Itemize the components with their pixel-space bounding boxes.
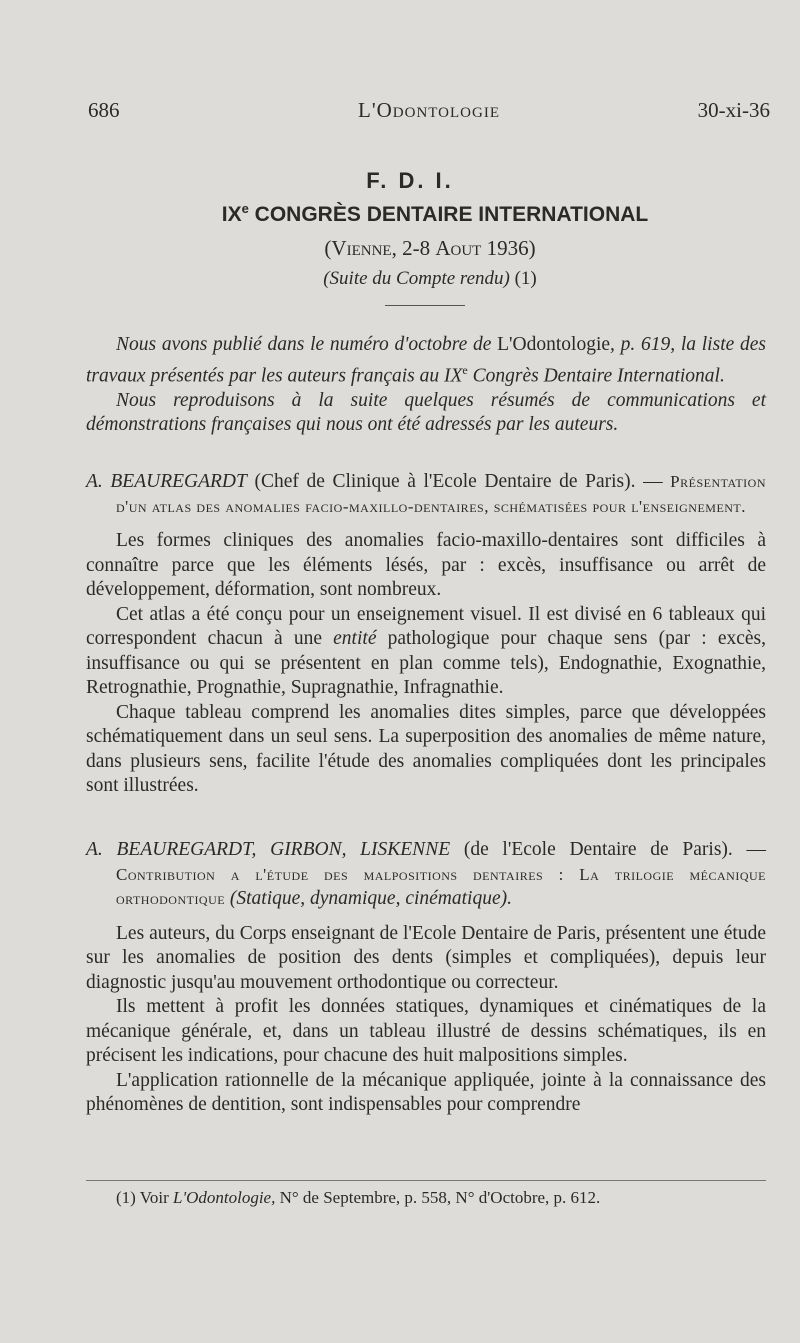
footnote-mark: (1) Voir [116, 1188, 173, 1207]
page-number: 686 [88, 98, 120, 122]
entry-1-paragraph-1: Les formes cliniques des anomalies facio-maxillo-dentaires sont difficiles à connaître parce que les éléments lésés, par : excès, insuffisance ou arrêt de développement, déformation, sont nombreux. [86, 530, 766, 600]
journal-title: L'Odontologie [358, 98, 500, 122]
entry-2-title-em: (Statique, dynamique, cinématique). [229, 888, 512, 909]
place-month: Aout [435, 236, 482, 260]
entry-1-paragraph-2 [86, 603, 766, 701]
place-city: Vienne [331, 236, 392, 260]
footnote-text: N° de Septembre, p. 558, N° d'Octobre, p. 612. [275, 1188, 601, 1207]
org-heading: F. D. I. [366, 168, 454, 193]
congress-place [100, 236, 760, 261]
congress-heading [100, 201, 770, 227]
entry-2-paragraph-3: L'application rationnelle de la mécanique appliquée, jointe à la connaissance des phénomènes de dentition, sont indispensables pour comprendre [86, 1069, 766, 1115]
entry-2-paragraph-2: Ils mettent à profit les données statiques, dynamiques et cinématiques de la mécanique générale, et, dans un tableau illustré de dessins schématiques, ils en précisent les indications, pour chacune des huit malpositions simples. [86, 996, 766, 1066]
intro-p1-d: Congrès Dentaire International. [467, 365, 725, 386]
intro-paragraph-1 [86, 333, 766, 389]
footnote-divider [86, 1180, 766, 1181]
place-dates: , 2-8 [391, 236, 436, 260]
entry-2-affiliation: (de l'Ecole Dentaire de Paris). — [450, 839, 766, 860]
entry-1-p2-a: Cet atlas a été conçu pour un enseignement visuel. Il est divisé en 6 tableaux qui correspondent chacun à une [86, 603, 766, 649]
entry-1-authors: A. BEAUREGARDT [86, 471, 247, 492]
intro-p1-sup: e [462, 362, 468, 377]
intro-p1-journal: L'Odontologie [497, 334, 611, 355]
entry-1-paragraph-3: Chaque tableau comprend les anomalies dites simples, parce que développées schématiquement dans un seul sens. La superposition des anomalies de même nature, dans plusieurs sens, facilite l'étude des anomalies compliquées dont les principales sont illustrées. [86, 701, 766, 796]
footnote [86, 1188, 766, 1208]
suite-text: (Suite du Compte rendu) [323, 268, 510, 289]
place-year: 1936) [481, 236, 536, 260]
intro-p1-a: Nous avons publié dans le numéro d'octobre de [116, 334, 498, 355]
entry-1-p2-em: entité [333, 628, 377, 649]
suite-line [100, 268, 760, 290]
entry-2-authors: A. BEAUREGARDT, GIRBON, LISKENNE [86, 839, 451, 860]
intro-p2-text: Nous reproduisons à la suite quelques résumés de communications et démonstrations françaises qui nous ont été adressés par les auteurs. [86, 389, 766, 435]
congress-number: IX [221, 203, 242, 226]
congress-sup: e [241, 201, 249, 216]
congress-title: CONGRÈS DENTAIRE INTERNATIONAL [248, 203, 649, 226]
entry-1-title: Présentation d'un atlas des anomalies facio-maxillo-dentaires, schématisées pour l'enseignement. [116, 472, 766, 516]
place-paren: ( [324, 236, 332, 260]
running-head [88, 98, 770, 128]
entry-2-header [86, 838, 766, 912]
entry-1 [86, 470, 766, 799]
suite-note-ref: (1) [509, 268, 537, 289]
intro-p1-c: , p. 619, la liste des travaux présentés par les auteurs français au IX [86, 334, 766, 386]
entry-1-affiliation: (Chef de Clinique à l'Ecole Dentaire de Paris). — [246, 471, 671, 492]
entry-2-title: Contribution a l'étude des malpositions dentaires : La trilogie mécanique orthodontique [116, 864, 766, 908]
entry-1-header [86, 470, 766, 519]
footnote-journal: L'Odontologie, [173, 1188, 276, 1207]
entry-2 [86, 838, 766, 1118]
intro-paragraph-2 [86, 389, 766, 438]
entry-1-p2-b: pathologique pour chaque sens (par : excès, insuffisance ou qui se présentent en plan comme tels), Endognathie, Exognathie, Retrognathie, Prognathie, Supragnathie, Infragnathie. [86, 628, 767, 698]
heading-divider [385, 305, 465, 306]
issue-date: 30-xi-36 [697, 98, 770, 122]
entry-2-paragraph-1: Les auteurs, du Corps enseignant de l'Ecole Dentaire de Paris, présentent une étude sur les anomalies de position des dents (simples et compliquées), depuis leur diagnostic jusqu'au mouvement orthodontique ou correcteur. [86, 922, 766, 993]
intro [86, 333, 766, 438]
